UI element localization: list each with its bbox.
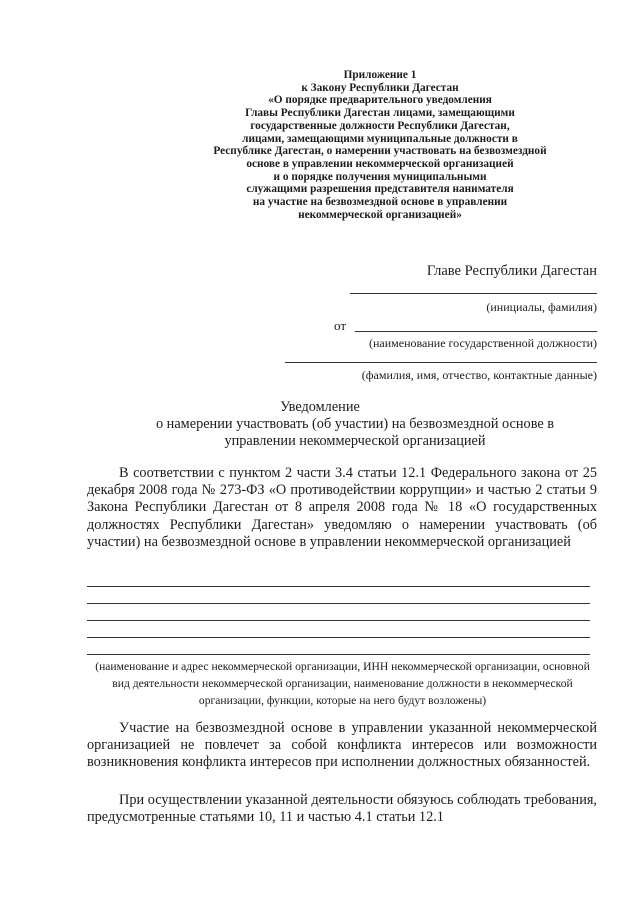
appendix-line: на участие на безвозмездной основе в управлении: [252, 196, 508, 209]
appendix-heading: [180, 69, 580, 221]
name-line: [285, 362, 597, 363]
paragraph-conflict: Участие на безвозмездной основе в управлении указанной некоммерческой организацией не повлечет за собой конфликта интересов или возможности возникновения конфликта интересов при исполнении должностных обязанностей.: [87, 720, 597, 771]
appendix-line: Республике Дагестан, о намерении участвовать на безвозмездной: [213, 145, 547, 158]
name-caption: (фамилия, имя, отчество, контактные данные): [361, 368, 597, 382]
ngo-caption: (наименование и адрес некоммерческой организации, ИНН некоммерческой организации, основной вид деятельности некоммерческой организации, наименование должности в некоммерческой организации, функции, которые на него будут возложены): [95, 660, 590, 707]
ngo-fill-line: [87, 603, 590, 604]
appendix-line: и о порядке получения муниципальными: [273, 170, 487, 183]
appendix-line: лицами, замещающими муниципальные должности в: [242, 132, 518, 145]
paragraph-obligations: При осуществлении указанной деятельности обязуюсь соблюдать требования, предусмотренные статьями 10, 11 и частью 4.1 статьи 12.1: [87, 792, 597, 826]
appendix-line: основе в управлении некоммерческой организацией: [246, 157, 514, 170]
ngo-fill-line: [87, 586, 590, 587]
appendix-line: Главы Республики Дагестан лицами, замещающими: [245, 107, 515, 120]
ngo-fill-line: [87, 620, 590, 621]
addressee: Главе Республики Дагестан: [426, 263, 597, 279]
appendix-line: Приложение 1: [343, 69, 417, 81]
appendix-line: некоммерческой организацией»: [298, 208, 462, 221]
appendix-line: государственные должности Республики Дагестан,: [250, 119, 510, 132]
ngo-fill-line: [87, 654, 590, 655]
initials-caption: (инициалы, фамилия): [486, 300, 597, 314]
appendix-line: «О порядке предварительного уведомления: [268, 94, 492, 107]
appendix-line: к Закону Республики Дагестан: [301, 81, 459, 94]
appendix-line: служащими разрешения представителя нанимателя: [246, 183, 514, 196]
position-line: [355, 331, 597, 332]
notice-title: Уведомление: [280, 399, 360, 415]
ngo-fill-line: [87, 637, 590, 638]
position-caption: (наименование государственной должности): [369, 336, 597, 350]
addressee-name-line: [350, 293, 597, 294]
paragraph-main: В соответствии с пунктом 2 части 3.4 статьи 12.1 Федерального закона от 25 декабря 2008 года № 273-ФЗ «О противодействии коррупции» и частью 2 статьи 9 Закона Республики Дагестан от 8 апреля 2008 года № 18 «О государственных должностях Республики Дагестан» уведомляю о намерении участвовать (об участии) на безвозмездной основе в управлении некоммерческой организацией: [87, 465, 597, 550]
from-label: от: [334, 318, 347, 333]
notice-subtitle: о намерении участвовать (об участии) на безвозмездной основе в управлении некоммерческой организацией: [155, 416, 555, 449]
